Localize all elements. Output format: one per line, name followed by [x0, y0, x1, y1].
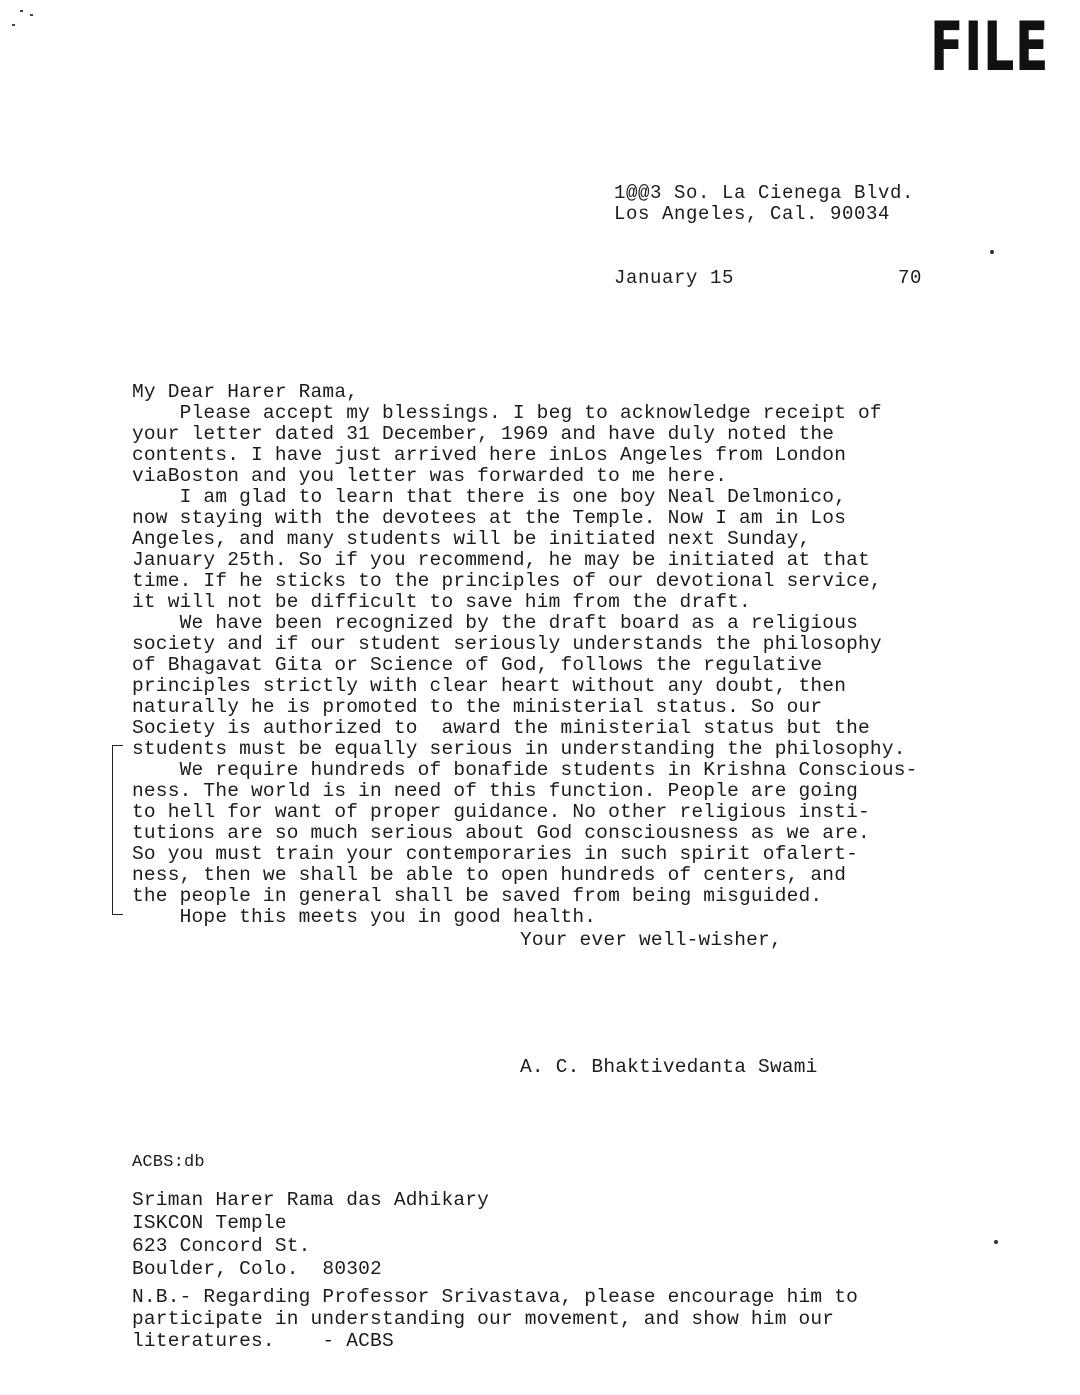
body-line: viaBoston and you letter was forwarded to me here. [132, 465, 728, 487]
scan-speck [30, 14, 33, 16]
body-line: So you must train your contemporaries in such spirit ofalert- [132, 843, 859, 865]
signature: A. C. Bhaktivedanta Swami [520, 1056, 818, 1078]
body-line: the people in general shall be saved from being misguided. [132, 885, 823, 907]
body-line: Society is authorized to award the ministerial status but the [132, 717, 870, 739]
postscript-line: literatures. - ACBS [132, 1330, 394, 1352]
margin-bracket [112, 745, 123, 915]
body-line: ness, then we shall be able to open hundreds of centers, and [132, 864, 847, 886]
sender-address-line-1: 1@@3 So. La Cienega Blvd. [614, 182, 915, 204]
sender-address-line-2: Los Angeles, Cal. 90034 [614, 203, 891, 225]
scan-speck [12, 24, 15, 26]
body-line: We require hundreds of bonafide students in Krishna Conscious- [132, 759, 918, 781]
postscript-line: N.B.- Regarding Professor Srivastava, please encourage him to [132, 1286, 859, 1308]
scan-speck [20, 10, 23, 12]
recipient-line-1: Sriman Harer Rama das Adhikary [132, 1189, 490, 1211]
reference-initials: ACBS:db [132, 1153, 205, 1172]
body-line: I am glad to learn that there is one boy Neal Delmonico, [132, 486, 847, 508]
body-line: of Bhagavat Gita or Science of God, follows the regulative [132, 654, 823, 676]
postscript-line: participate in understanding our movement, and show him our [132, 1308, 835, 1330]
recipient-line-3: 623 Concord St. [132, 1235, 311, 1257]
scan-dot [990, 250, 994, 254]
letter-date: January 15 [614, 267, 735, 289]
body-line: contents. I have just arrived here inLos Angeles from London [132, 444, 847, 466]
body-line: ness. The world is in need of this function. People are going [132, 780, 859, 802]
body-line: society and if our student seriously understands the philosophy [132, 633, 882, 655]
body-line: it will not be difficult to save him from the draft. [132, 591, 751, 613]
body-line: principles strictly with clear heart without any doubt, then [132, 675, 847, 697]
salutation: My Dear Harer Rama, [132, 381, 359, 403]
body-line: now staying with the devotees at the Temple. Now I am in Los [132, 507, 847, 529]
body-line: your letter dated 31 December, 1969 and have duly noted the [132, 423, 835, 445]
body-line: to hell for want of proper guidance. No other religious insti- [132, 801, 870, 823]
closing: Your ever well-wisher, [520, 929, 782, 951]
body-line: Please accept my blessings. I beg to acknowledge receipt of [132, 402, 882, 424]
body-line: naturally he is promoted to the ministerial status. So our [132, 696, 823, 718]
body-line: students must be equally serious in understanding the philosophy. [132, 738, 906, 760]
body-line: January 25th. So if you recommend, he may be initiated at that [132, 549, 870, 571]
file-stamp: FILE [930, 8, 1050, 87]
scan-dot [994, 1240, 998, 1244]
letter-year: 70 [898, 267, 923, 289]
body-line: tutions are so much serious about God consciousness as we are. [132, 822, 870, 844]
recipient-line-4: Boulder, Colo. 80302 [132, 1258, 382, 1280]
recipient-line-2: ISKCON Temple [132, 1212, 287, 1234]
body-line: Hope this meets you in good health. [132, 906, 597, 928]
body-line: We have been recognized by the draft board as a religious [132, 612, 859, 634]
body-line: time. If he sticks to the principles of our devotional service, [132, 570, 882, 592]
body-line: Angeles, and many students will be initiated next Sunday, [132, 528, 811, 550]
